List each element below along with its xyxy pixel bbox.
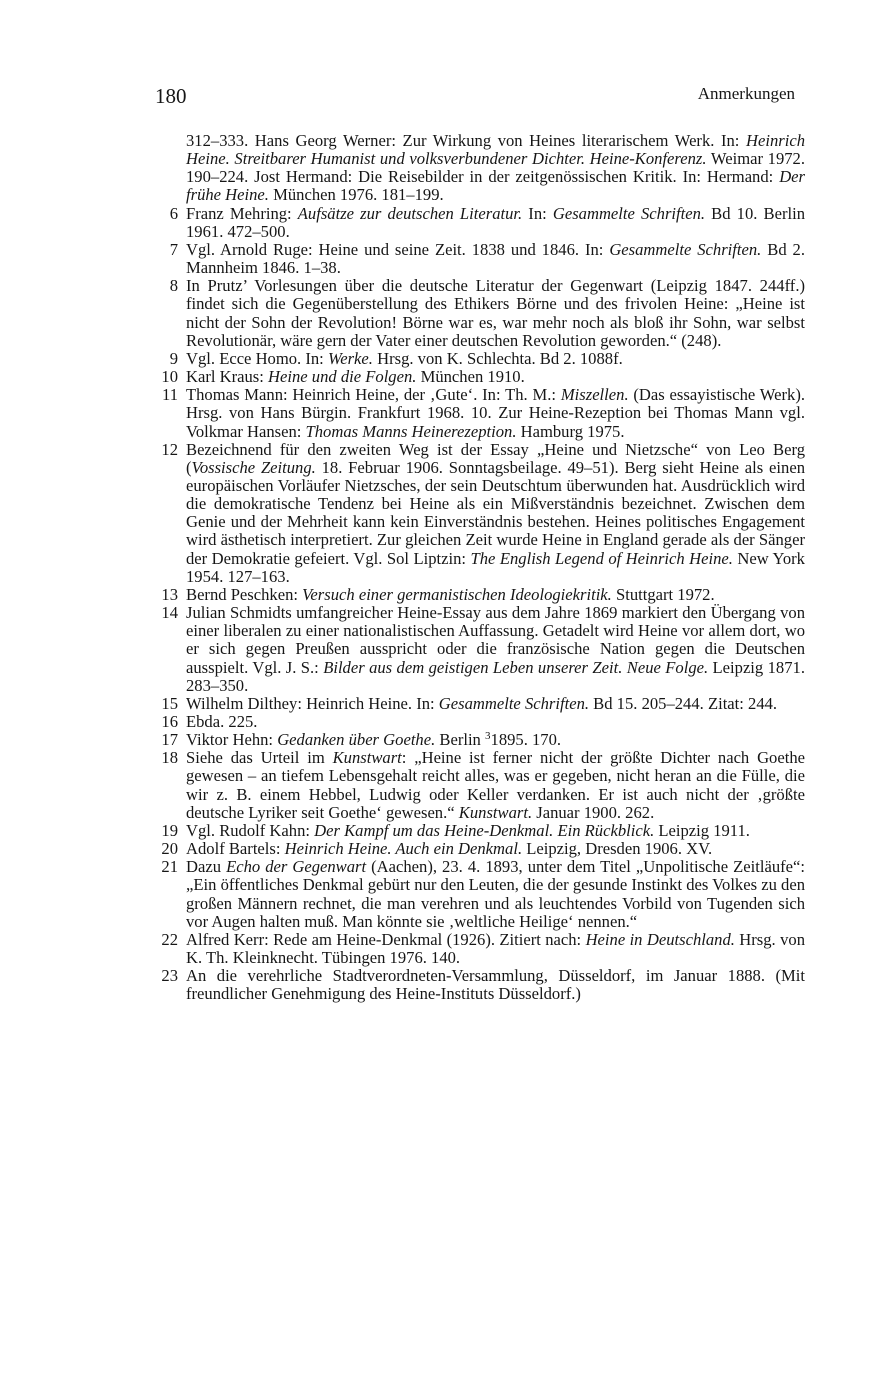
- endnote-number: 10: [161, 367, 178, 387]
- endnote-23: [155, 967, 805, 1003]
- endnote-text: Julian Schmidts umfangreicher Heine-Essay aus dem Jahre 1869 markiert den Übergang von einer liberalen zu einer nationalistischen Auffassung. Getadelt wird Heine vor allem dort, wo er sich gegen Preußen ausspricht oder die französische Nation gegen die Deutschen ausspielt. Vgl. J. S.: Bilder aus dem geistigen Leben unserer Zeit. Neue Folge. Leipzig 1871. 283–350.: [186, 603, 805, 695]
- endnote-text: Siehe das Urteil im Kunstwart: „Heine ist ferner nicht der größte Dichter nach Goethe gewesen – an tiefem Lebensgehalt reicht alles, was er gegeben, nicht heran an die Fülle, die wir z. B. einem Hebbel, Ludwig oder Keller verdanken. Er ist auch nicht der ‚größte deutsche Lyriker seit Goethe‘ gewesen.“ Kunstwart. Januar 1900. 262.: [186, 748, 805, 822]
- endnote-text: Bezeichnend für den zweiten Weg ist der Essay „Heine und Nietzsche“ von Leo Berg (Vossische Zeitung. 18. Februar 1906. Sonntagsbeilage. 49–51). Berg sieht Heine als einen europäischen Vorläufer Nietzsches, der sein Deutschtum überwunden hat. Ausdrücklich wird die demokratische Tendenz bei Heine als ein Mißverständnis bezeichnet. Zwischen dem Genie und der Mehrheit kann kein Einverständnis bestehen. Heines politisches Engagement wird ästhetisch interpretiert. Zur gleichen Zeit wurde Heine in England gerade als der Sänger der Demokratie gefeiert. Vgl. Sol Liptzin: The English Legend of Heinrich Heine. New York 1954. 127–163.: [186, 439, 805, 586]
- endnote-22: [155, 931, 805, 967]
- endnote-number: 23: [161, 966, 178, 986]
- endnote-21: [155, 858, 805, 931]
- endnote-12: [155, 441, 805, 586]
- endnote-8: [155, 277, 805, 350]
- endnote-text: Thomas Mann: Heinrich Heine, der ‚Gute‘. In: Th. M.: Miszellen. (Das essayistische Werk). Hrsg. von Hans Bürgin. Frankfurt 1968. 10. Zur Heine-Rezeption bei Thomas Mann vgl. Volkmar Hansen: Thomas Manns Heinerezeption. Hamburg 1975.: [186, 385, 805, 441]
- endnote-text: Dazu Echo der Gegenwart (Aachen), 23. 4. 1893, unter dem Titel „Unpolitische Zeitläufe“: „Ein öffentliches Denkmal gebürt nur den Leuten, die der gesunde Instinkt des Volkes zu den großen Männern rechnet, die man verehren und als leuchtendes Vorbild von Tugenden sich vor Augen halten muß. Man könnte sie ‚weltliche Heilige‘ nennen.“: [186, 857, 805, 931]
- endnote-number: 11: [162, 385, 178, 405]
- endnote-14: [155, 604, 805, 695]
- endnote-text: 312–333. Hans Georg Werner: Zur Wirkung von Heines literarischem Werk. In: Heinrich Heine. Streitbarer Humanist und volksverbundener Dichter. Heine-Konferenz. Weimar 1972. 190–224. Jost Hermand: Die Reisebilder in der zeitgenössischen Kritik. In: Hermand: Der frühe Heine. München 1976. 181–199.: [186, 131, 805, 205]
- endnote-text: Viktor Hehn: Gedanken über Goethe. Berlin $^3$1895. 170.: [186, 730, 562, 750]
- endnote-9: [155, 350, 805, 368]
- endnote-15: [155, 695, 805, 713]
- endnote-11: [155, 386, 805, 440]
- endnote-continuation: [155, 132, 805, 205]
- endnote-19: [155, 822, 805, 840]
- endnote-number: 14: [161, 603, 178, 623]
- page-number: 180: [155, 84, 187, 108]
- endnote-text: Vgl. Ecce Homo. In: Werke. Hrsg. von K. Schlechta. Bd 2. 1088f.: [186, 348, 623, 368]
- endnote-number: 19: [161, 820, 178, 840]
- endnote-number: 9: [169, 348, 178, 368]
- endnote-text: Adolf Bartels: Heinrich Heine. Auch ein Denkmal. Leipzig, Dresden 1906. XV.: [186, 839, 713, 859]
- endnote-text: Karl Kraus: Heine und die Folgen. München 1910.: [186, 367, 525, 387]
- endnote-number: 17: [161, 730, 178, 750]
- endnote-18: [155, 749, 805, 822]
- endnote-text: Wilhelm Dilthey: Heinrich Heine. In: Gesammelte Schriften. Bd 15. 205–244. Zitat: 244.: [186, 693, 778, 713]
- running-head: Anmerkungen: [697, 84, 795, 103]
- endnote-text: Bernd Peschken: Versuch einer germanistischen Ideologiekritik. Stuttgart 1972.: [186, 584, 715, 604]
- endnote-number: 15: [161, 693, 178, 713]
- endnote-text: An die verehrliche Stadtverordneten-Versammlung, Düsseldorf, im Januar 1888. (Mit freundlicher Genehmigung des Heine-Instituts Düsseldorf.): [186, 966, 805, 1004]
- endnote-16: [155, 713, 805, 731]
- endnote-7: [155, 241, 805, 277]
- endnote-number: 20: [161, 839, 178, 859]
- endnote-number: 18: [161, 748, 178, 768]
- endnote-text: Franz Mehring: Aufsätze zur deutschen Literatur. In: Gesammelte Schriften. Bd 10. Berlin 1961. 472–500.: [186, 203, 806, 241]
- endnote-number: 6: [169, 203, 178, 223]
- endnote-text: Ebda. 225.: [186, 712, 258, 731]
- endnote-number: 21: [161, 857, 178, 877]
- endnote-13: [155, 586, 805, 604]
- endnote-number: 8: [169, 276, 178, 296]
- endnotes-list: [155, 132, 805, 1004]
- endnote-number: 7: [169, 239, 178, 259]
- endnote-text: Alfred Kerr: Rede am Heine-Denkmal (1926). Zitiert nach: Heine in Deutschland. Hrsg. von K. Th. Kleinknecht. Tübingen 1976. 140.: [186, 929, 805, 968]
- endnote-number: 12: [161, 439, 178, 459]
- endnote-10: [155, 368, 805, 386]
- endnote-17: [155, 731, 805, 749]
- endnote-20: [155, 840, 805, 858]
- endnote-number: 22: [161, 929, 178, 949]
- endnote-text: Vgl. Arnold Ruge: Heine und seine Zeit. 1838 und 1846. In: Gesammelte Schriften. Bd 2. Mannheim 1846. 1–38.: [186, 239, 805, 278]
- page-header: [155, 84, 795, 114]
- endnote-number: 16: [161, 712, 178, 731]
- endnote-number: 13: [161, 584, 178, 604]
- endnote-text: In Prutz’ Vorlesungen über die deutsche Literatur der Gegenwart (Leipzig 1847. 244ff.) findet sich die Gegenüberstellung des Ethikers Börne und des frivolen Heine: „Heine ist nicht der Sohn der Revolution! Börne war es, war mehr noch als bloß ihr Sohn, war selbst Revolutionär, wäre gern der Vater einer deutschen Revolution geworden.“ (248).: [186, 276, 805, 350]
- endnote-6: [155, 205, 805, 241]
- endnote-text: Vgl. Rudolf Kahn: Der Kampf um das Heine-Denkmal. Ein Rückblick. Leipzig 1911.: [186, 820, 750, 840]
